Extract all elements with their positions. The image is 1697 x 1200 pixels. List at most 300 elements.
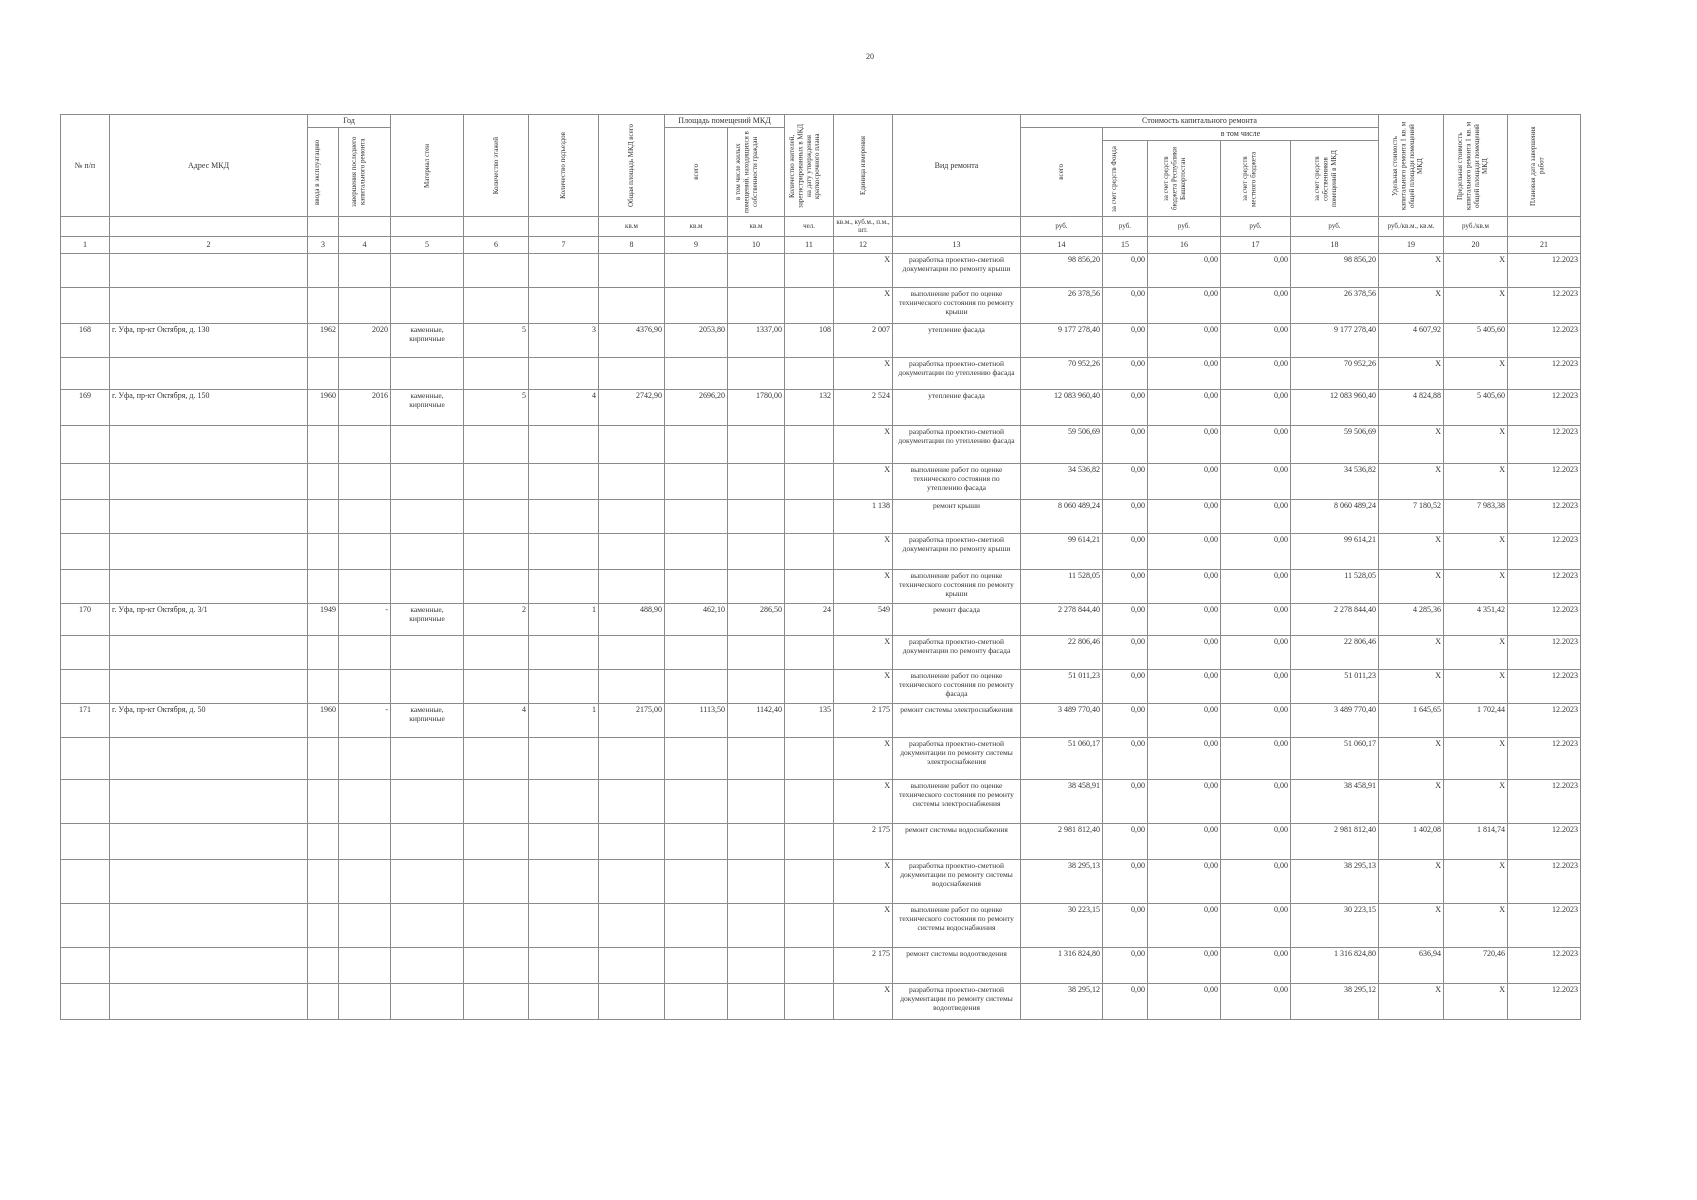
plan-date-cell: 12.2023	[1508, 859, 1581, 903]
year-last-repair-cell: 2020	[339, 323, 391, 357]
local-budget-cell: 0,00	[1221, 253, 1291, 287]
work-type-cell: ремонт системы водоотведения	[893, 947, 1021, 983]
unit-cost-cell: 4 285,36	[1379, 603, 1444, 635]
local-budget-cell: 0,00	[1221, 389, 1291, 425]
cost-total-cell: 51 060,17	[1021, 737, 1103, 779]
table-row	[61, 569, 1581, 603]
owners-cell: 38 295,12	[1291, 983, 1379, 1019]
floors-cell	[464, 823, 529, 859]
header-fund-text: за счет средств Фонда	[1110, 145, 1118, 212]
column-number: 14	[1021, 236, 1103, 253]
floors-cell	[464, 903, 529, 947]
local-budget-cell: 0,00	[1221, 983, 1291, 1019]
residents-cell: 132	[785, 389, 834, 425]
residents-cell: 135	[785, 703, 834, 737]
address-cell	[110, 499, 308, 533]
header-fund	[1103, 141, 1148, 217]
year-last-repair-cell	[339, 357, 391, 389]
local-budget-cell: 0,00	[1221, 569, 1291, 603]
rb-budget-cell: 0,00	[1148, 287, 1221, 323]
rb-budget-cell: 0,00	[1148, 779, 1221, 823]
unit-cell: кв.м	[728, 217, 785, 237]
quantity-cell: 2 175	[834, 947, 893, 983]
address-cell	[110, 425, 308, 463]
column-number: 19	[1379, 236, 1444, 253]
cost-total-cell: 26 378,56	[1021, 287, 1103, 323]
table-row	[61, 253, 1581, 287]
header-unit-cost-text: Удельная стоимость капитального ремонта 1 кв. м общей площади помещений МКД	[1391, 121, 1425, 210]
fund-cell: 0,00	[1103, 859, 1148, 903]
row-number	[61, 779, 110, 823]
residents-cell	[785, 859, 834, 903]
address-cell	[110, 983, 308, 1019]
quantity-cell: 2 524	[834, 389, 893, 425]
header-cost-all	[1021, 128, 1103, 217]
work-type-cell: выполнение работ по оценке технического состояния по ремонту фасада	[893, 669, 1021, 703]
residents-cell	[785, 737, 834, 779]
total-area-cell: 2175,00	[599, 703, 665, 737]
header-entrances	[529, 115, 599, 217]
owners-cell: 22 806,46	[1291, 635, 1379, 669]
header-area-all	[665, 128, 728, 217]
owners-cell: 38 458,91	[1291, 779, 1379, 823]
year-last-repair-cell	[339, 463, 391, 499]
cost-total-cell: 38 295,12	[1021, 983, 1103, 1019]
entrances-cell	[529, 569, 599, 603]
fund-cell: 0,00	[1103, 389, 1148, 425]
wall-material-cell	[391, 533, 464, 569]
header-cost-group: Стоимость капитального ремонта	[1021, 115, 1379, 128]
work-type-cell: ремонт крыши	[893, 499, 1021, 533]
header-unit-measure-text: Единица измерения	[858, 136, 867, 195]
quantity-cell: X	[834, 425, 893, 463]
unit-cost-cell: 7 180,52	[1379, 499, 1444, 533]
work-type-cell: разработка проектно-сметной документации по ремонту системы водоснабжения	[893, 859, 1021, 903]
owners-cell: 2 278 844,40	[1291, 603, 1379, 635]
unit-cell: руб./кв.м	[1444, 217, 1508, 237]
local-budget-cell: 0,00	[1221, 823, 1291, 859]
owned-area-cell	[728, 357, 785, 389]
entrances-cell: 1	[529, 603, 599, 635]
plan-date-cell: 12.2023	[1508, 779, 1581, 823]
entrances-cell	[529, 287, 599, 323]
entrances-cell	[529, 357, 599, 389]
local-budget-cell: 0,00	[1221, 533, 1291, 569]
header-plan-date-text: Плановая дата завершения работ	[1529, 125, 1546, 206]
fund-cell: 0,00	[1103, 983, 1148, 1019]
premises-area-cell	[665, 463, 728, 499]
work-type-cell: разработка проектно-сметной документации по утеплению фасада	[893, 425, 1021, 463]
cost-total-cell: 38 458,91	[1021, 779, 1103, 823]
header-owners	[1291, 141, 1379, 217]
table-row	[61, 463, 1581, 499]
owned-area-cell	[728, 903, 785, 947]
table-row	[61, 603, 1581, 635]
total-area-cell	[599, 569, 665, 603]
owned-area-cell: 1142,40	[728, 703, 785, 737]
row-number	[61, 983, 110, 1019]
floors-cell: 5	[464, 323, 529, 357]
residents-cell	[785, 823, 834, 859]
owners-cell: 2 981 812,40	[1291, 823, 1379, 859]
table-row	[61, 947, 1581, 983]
table-row	[61, 779, 1581, 823]
work-type-cell: разработка проектно-сметной документации по ремонту системы электроснабжения	[893, 737, 1021, 779]
column-number: 4	[339, 236, 391, 253]
wall-material-cell	[391, 669, 464, 703]
unit-cell: руб.	[1148, 217, 1221, 237]
repair-plan-table	[60, 114, 1581, 1020]
header-material-text: Материал стен	[422, 143, 431, 188]
quantity-cell: X	[834, 669, 893, 703]
total-area-cell: 2742,90	[599, 389, 665, 425]
table-row	[61, 703, 1581, 737]
row-number	[61, 947, 110, 983]
cost-total-cell: 22 806,46	[1021, 635, 1103, 669]
entrances-cell: 3	[529, 323, 599, 357]
table-row	[61, 669, 1581, 703]
rb-budget-cell: 0,00	[1148, 603, 1221, 635]
premises-area-cell	[665, 357, 728, 389]
wall-material-cell: каменные, кирпичные	[391, 603, 464, 635]
rb-budget-cell: 0,00	[1148, 903, 1221, 947]
owned-area-cell	[728, 737, 785, 779]
total-area-cell	[599, 357, 665, 389]
work-type-cell: разработка проектно-сметной документации по ремонту крыши	[893, 533, 1021, 569]
residents-cell	[785, 253, 834, 287]
address-cell	[110, 635, 308, 669]
quantity-cell: X	[834, 533, 893, 569]
year-commission-cell	[308, 737, 339, 779]
owners-cell: 51 011,23	[1291, 669, 1379, 703]
entrances-cell	[529, 463, 599, 499]
residents-cell	[785, 669, 834, 703]
header-year: Год	[308, 115, 391, 128]
column-number: 8	[599, 236, 665, 253]
column-number: 13	[893, 236, 1021, 253]
quantity-cell: X	[834, 859, 893, 903]
floors-cell	[464, 947, 529, 983]
table-row	[61, 287, 1581, 323]
cost-total-cell: 51 011,23	[1021, 669, 1103, 703]
local-budget-cell: 0,00	[1221, 603, 1291, 635]
wall-material-cell: каменные, кирпичные	[391, 703, 464, 737]
owners-cell: 38 295,13	[1291, 859, 1379, 903]
year-commission-cell: 1960	[308, 389, 339, 425]
entrances-cell	[529, 499, 599, 533]
premises-area-cell	[665, 669, 728, 703]
row-number	[61, 635, 110, 669]
rb-budget-cell: 0,00	[1148, 533, 1221, 569]
year-last-repair-cell	[339, 983, 391, 1019]
rb-budget-cell: 0,00	[1148, 635, 1221, 669]
rb-budget-cell: 0,00	[1148, 569, 1221, 603]
max-cost-cell: X	[1444, 357, 1508, 389]
owners-cell: 70 952,26	[1291, 357, 1379, 389]
quantity-cell: 2 007	[834, 323, 893, 357]
floors-cell	[464, 253, 529, 287]
max-cost-cell: 1 702,44	[1444, 703, 1508, 737]
row-number	[61, 903, 110, 947]
work-type-cell: выполнение работ по оценке технического состояния по ремонту системы электроснабжения	[893, 779, 1021, 823]
year-last-repair-cell: -	[339, 703, 391, 737]
column-number: 16	[1148, 236, 1221, 253]
rb-budget-cell: 0,00	[1148, 859, 1221, 903]
cost-total-cell: 12 083 960,40	[1021, 389, 1103, 425]
total-area-cell	[599, 779, 665, 823]
residents-cell	[785, 983, 834, 1019]
total-area-cell: 4376,90	[599, 323, 665, 357]
header-material	[391, 115, 464, 217]
year-commission-cell	[308, 253, 339, 287]
cost-total-cell: 2 981 812,40	[1021, 823, 1103, 859]
column-number: 6	[464, 236, 529, 253]
max-cost-cell: 1 814,74	[1444, 823, 1508, 859]
unit-cell: руб.	[1103, 217, 1148, 237]
floors-cell	[464, 533, 529, 569]
fund-cell: 0,00	[1103, 425, 1148, 463]
cost-total-cell: 98 856,20	[1021, 253, 1103, 287]
header-n-pp: № п/п	[61, 115, 110, 217]
total-area-cell	[599, 669, 665, 703]
local-budget-cell: 0,00	[1221, 323, 1291, 357]
rb-budget-cell: 0,00	[1148, 947, 1221, 983]
cost-total-cell: 8 060 489,24	[1021, 499, 1103, 533]
address-cell	[110, 737, 308, 779]
header-area-all-text: всего	[691, 164, 700, 180]
entrances-cell	[529, 253, 599, 287]
header-rb-budget	[1148, 141, 1221, 217]
residents-cell: 24	[785, 603, 834, 635]
row-number: 171	[61, 703, 110, 737]
plan-date-cell: 12.2023	[1508, 635, 1581, 669]
year-commission-cell	[308, 635, 339, 669]
owned-area-cell	[728, 463, 785, 499]
owners-cell: 30 223,15	[1291, 903, 1379, 947]
max-cost-cell: X	[1444, 253, 1508, 287]
max-cost-cell: X	[1444, 859, 1508, 903]
year-commission-cell: 1949	[308, 603, 339, 635]
header-cost-all-text: всего	[1057, 164, 1066, 180]
address-cell	[110, 463, 308, 499]
unit-cell: руб.	[1291, 217, 1379, 237]
cost-total-cell: 1 316 824,80	[1021, 947, 1103, 983]
year-last-repair-cell	[339, 533, 391, 569]
cost-total-cell: 38 295,13	[1021, 859, 1103, 903]
fund-cell: 0,00	[1103, 703, 1148, 737]
work-type-cell: ремонт фасада	[893, 603, 1021, 635]
row-number: 168	[61, 323, 110, 357]
year-last-repair-cell	[339, 287, 391, 323]
floors-cell	[464, 287, 529, 323]
owners-cell: 3 489 770,40	[1291, 703, 1379, 737]
work-type-cell: выполнение работ по оценке технического состояния по ремонту крыши	[893, 569, 1021, 603]
header-floors-text: Количество этажей	[491, 136, 500, 195]
column-number: 2	[110, 236, 308, 253]
premises-area-cell	[665, 947, 728, 983]
total-area-cell	[599, 463, 665, 499]
rb-budget-cell: 0,00	[1148, 983, 1221, 1019]
owned-area-cell: 286,50	[728, 603, 785, 635]
unit-cost-cell: X	[1379, 425, 1444, 463]
owners-cell: 34 536,82	[1291, 463, 1379, 499]
unit-cost-cell: X	[1379, 903, 1444, 947]
local-budget-cell: 0,00	[1221, 947, 1291, 983]
header-total-area	[599, 115, 665, 217]
total-area-cell	[599, 425, 665, 463]
residents-cell	[785, 463, 834, 499]
header-unit-measure	[834, 115, 893, 217]
column-number: 20	[1444, 236, 1508, 253]
entrances-cell	[529, 635, 599, 669]
table-row	[61, 357, 1581, 389]
quantity-cell: X	[834, 983, 893, 1019]
plan-date-cell: 12.2023	[1508, 253, 1581, 287]
owners-cell: 26 378,56	[1291, 287, 1379, 323]
wall-material-cell: каменные, кирпичные	[391, 323, 464, 357]
quantity-cell: X	[834, 253, 893, 287]
header-max-cost-text: Предельная стоимость капитального ремонта 1 кв. м общей площади помещений МКД	[1455, 121, 1489, 210]
cost-total-cell: 99 614,21	[1021, 533, 1103, 569]
year-last-repair-cell	[339, 425, 391, 463]
year-last-repair-cell	[339, 823, 391, 859]
address-cell: г. Уфа, пр-кт Октября, д. 150	[110, 389, 308, 425]
plan-date-cell: 12.2023	[1508, 903, 1581, 947]
work-type-cell: ремонт системы электроснабжения	[893, 703, 1021, 737]
fund-cell: 0,00	[1103, 323, 1148, 357]
cost-total-cell: 59 506,69	[1021, 425, 1103, 463]
wall-material-cell: каменные, кирпичные	[391, 389, 464, 425]
local-budget-cell: 0,00	[1221, 859, 1291, 903]
row-number	[61, 357, 110, 389]
fund-cell: 0,00	[1103, 357, 1148, 389]
quantity-cell: X	[834, 463, 893, 499]
header-plan-date	[1508, 115, 1581, 217]
unit-cost-cell: 636,94	[1379, 947, 1444, 983]
quantity-cell: X	[834, 737, 893, 779]
entrances-cell: 4	[529, 389, 599, 425]
max-cost-cell: 720,46	[1444, 947, 1508, 983]
residents-cell	[785, 635, 834, 669]
wall-material-cell	[391, 983, 464, 1019]
local-budget-cell: 0,00	[1221, 463, 1291, 499]
plan-date-cell: 12.2023	[1508, 669, 1581, 703]
floors-cell	[464, 569, 529, 603]
year-last-repair-cell	[339, 779, 391, 823]
fund-cell: 0,00	[1103, 253, 1148, 287]
header-max-cost	[1444, 115, 1508, 217]
address-cell	[110, 903, 308, 947]
year-commission-cell	[308, 287, 339, 323]
column-number: 5	[391, 236, 464, 253]
address-cell	[110, 357, 308, 389]
floors-cell	[464, 635, 529, 669]
work-type-cell: разработка проектно-сметной документации по ремонту системы водоотведения	[893, 983, 1021, 1019]
work-type-cell: утепление фасада	[893, 323, 1021, 357]
total-area-cell	[599, 983, 665, 1019]
wall-material-cell	[391, 287, 464, 323]
year-commission-cell	[308, 533, 339, 569]
wall-material-cell	[391, 425, 464, 463]
fund-cell: 0,00	[1103, 635, 1148, 669]
rb-budget-cell: 0,00	[1148, 253, 1221, 287]
work-type-cell: ремонт системы водоснабжения	[893, 823, 1021, 859]
fund-cell: 0,00	[1103, 533, 1148, 569]
owners-cell: 98 856,20	[1291, 253, 1379, 287]
quantity-cell: X	[834, 569, 893, 603]
table-row	[61, 425, 1581, 463]
cost-total-cell: 70 952,26	[1021, 357, 1103, 389]
floors-cell	[464, 463, 529, 499]
unit-cost-cell: 1 645,65	[1379, 703, 1444, 737]
owned-area-cell	[728, 569, 785, 603]
cost-total-cell: 11 528,05	[1021, 569, 1103, 603]
rb-budget-cell: 0,00	[1148, 737, 1221, 779]
unit-cell: руб.	[1221, 217, 1291, 237]
entrances-cell	[529, 983, 599, 1019]
residents-cell	[785, 569, 834, 603]
plan-date-cell: 12.2023	[1508, 357, 1581, 389]
max-cost-cell: X	[1444, 287, 1508, 323]
quantity-cell: 549	[834, 603, 893, 635]
row-number	[61, 425, 110, 463]
floors-cell: 5	[464, 389, 529, 425]
wall-material-cell	[391, 635, 464, 669]
year-commission-cell	[308, 425, 339, 463]
local-budget-cell: 0,00	[1221, 635, 1291, 669]
premises-area-cell: 462,10	[665, 603, 728, 635]
unit-cost-cell: X	[1379, 779, 1444, 823]
plan-date-cell: 12.2023	[1508, 533, 1581, 569]
local-budget-cell: 0,00	[1221, 737, 1291, 779]
residents-cell	[785, 357, 834, 389]
fund-cell: 0,00	[1103, 947, 1148, 983]
local-budget-cell: 0,00	[1221, 779, 1291, 823]
unit-cost-cell: X	[1379, 463, 1444, 499]
header-area-owned	[728, 128, 785, 217]
header-total-area-text: Общая площадь МКД всего	[627, 123, 636, 207]
owned-area-cell	[728, 823, 785, 859]
max-cost-cell: 7 983,38	[1444, 499, 1508, 533]
column-number: 11	[785, 236, 834, 253]
column-number: 17	[1221, 236, 1291, 253]
floors-cell	[464, 779, 529, 823]
address-cell: г. Уфа, пр-кт Октября, д. 130	[110, 323, 308, 357]
floors-cell	[464, 499, 529, 533]
table-row	[61, 323, 1581, 357]
premises-area-cell	[665, 499, 728, 533]
residents-cell	[785, 499, 834, 533]
owned-area-cell	[728, 859, 785, 903]
row-number	[61, 463, 110, 499]
row-number	[61, 287, 110, 323]
work-type-cell: выполнение работ по оценке технического состояния по ремонту системы водоснабжения	[893, 903, 1021, 947]
row-number	[61, 669, 110, 703]
column-number: 21	[1508, 236, 1581, 253]
year-commission-cell	[308, 983, 339, 1019]
quantity-cell: 2 175	[834, 823, 893, 859]
address-cell	[110, 253, 308, 287]
owners-cell: 99 614,21	[1291, 533, 1379, 569]
header-area-owned-text: в том числе жилых помещений, находящихся в собственности граждан	[734, 131, 759, 213]
premises-area-cell	[665, 287, 728, 323]
premises-area-cell	[665, 533, 728, 569]
local-budget-cell: 0,00	[1221, 499, 1291, 533]
owners-cell: 9 177 278,40	[1291, 323, 1379, 357]
plan-date-cell: 12.2023	[1508, 737, 1581, 779]
address-cell	[110, 669, 308, 703]
unit-cost-cell: X	[1379, 357, 1444, 389]
